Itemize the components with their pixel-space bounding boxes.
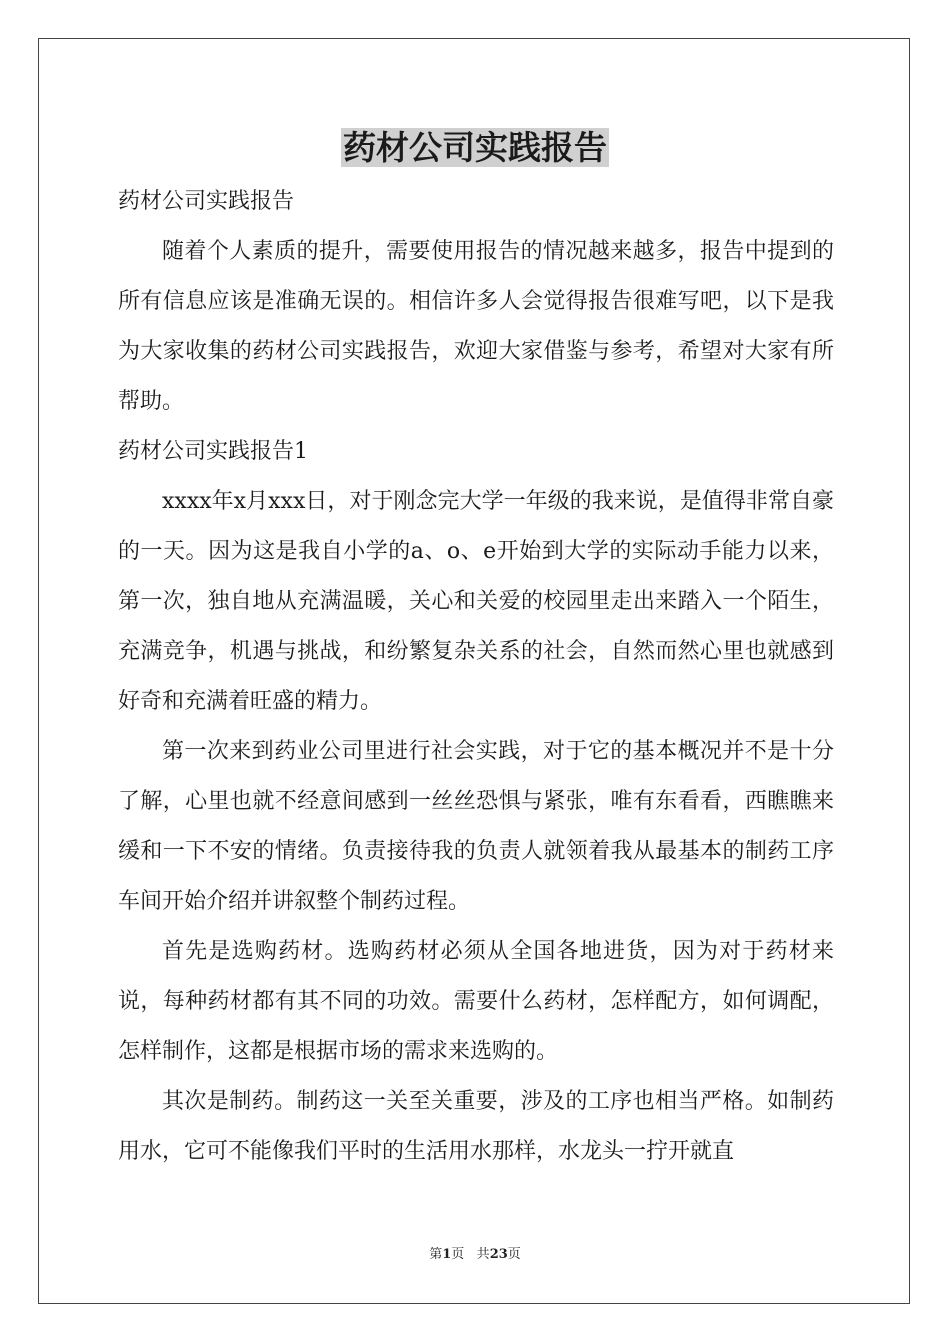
document-title bbox=[0, 126, 950, 170]
footer-page-number: 1 bbox=[442, 1247, 452, 1262]
paragraph-section-heading: 药材公司实践报告1 bbox=[118, 439, 308, 464]
paragraph-subtitle: 药材公司实践报告 bbox=[118, 189, 295, 214]
footer-page-prefix: 第 bbox=[429, 1247, 443, 1262]
footer-total-prefix: 共 bbox=[476, 1247, 490, 1262]
paragraph-intro: 随着个人素质的提升，需要使用报告的情况越来越多，报告中提到的所有信息应该是准确无误的。相信许多人会觉得报告很难写吧，以下是我为大家收集的药材公司实践报告，欢迎大家借鉴与参考，希望对大家有所帮助。 bbox=[118, 239, 834, 414]
footer-total-suffix: 页 bbox=[507, 1247, 521, 1262]
paragraph-body: 首先是选购药材。选购药材必须从全国各地进货，因为对于药材来说，每种药材都有其不同的功效。需要什么药材，怎样配方，如何调配，怎样制作，这都是根据市场的需求来选购的。 bbox=[118, 939, 834, 1064]
document-title-text: 药材公司实践报告 bbox=[343, 128, 607, 167]
document-body bbox=[118, 177, 834, 1177]
paragraph-body: 其次是制药。制药这一关至关重要，涉及的工序也相当严格。如制药用水，它可不能像我们平时的生活用水那样，水龙头一拧开就直 bbox=[118, 1089, 834, 1164]
paragraph-body: 第一次来到药业公司里进行社会实践，对于它的基本概况并不是十分了解，心里也就不经意间感到一丝丝恐惧与紧张，唯有东看看，西瞧瞧来缓和一下不安的情绪。负责接待我的负责人就领着我从最基本的制药工序车间开始介绍并讲叙整个制药过程。 bbox=[118, 739, 834, 914]
footer-page-suffix: 页 bbox=[451, 1247, 465, 1262]
footer-total-pages: 23 bbox=[489, 1247, 508, 1262]
page-footer bbox=[0, 1246, 950, 1264]
paragraph-body: xxxx年x月xxx日，对于刚念完大学一年级的我来说，是值得非常自豪的一天。因为这是我自小学的a、o、e开始到大学的实际动手能力以来，第一次，独自地从充满温暖，关心和关爱的校园里走出来踏入一个陌生，充满竞争，机遇与挑战，和纷繁复杂关系的社会，自然而然心里也就感到好奇和充满着旺盛的精力。 bbox=[118, 489, 834, 714]
